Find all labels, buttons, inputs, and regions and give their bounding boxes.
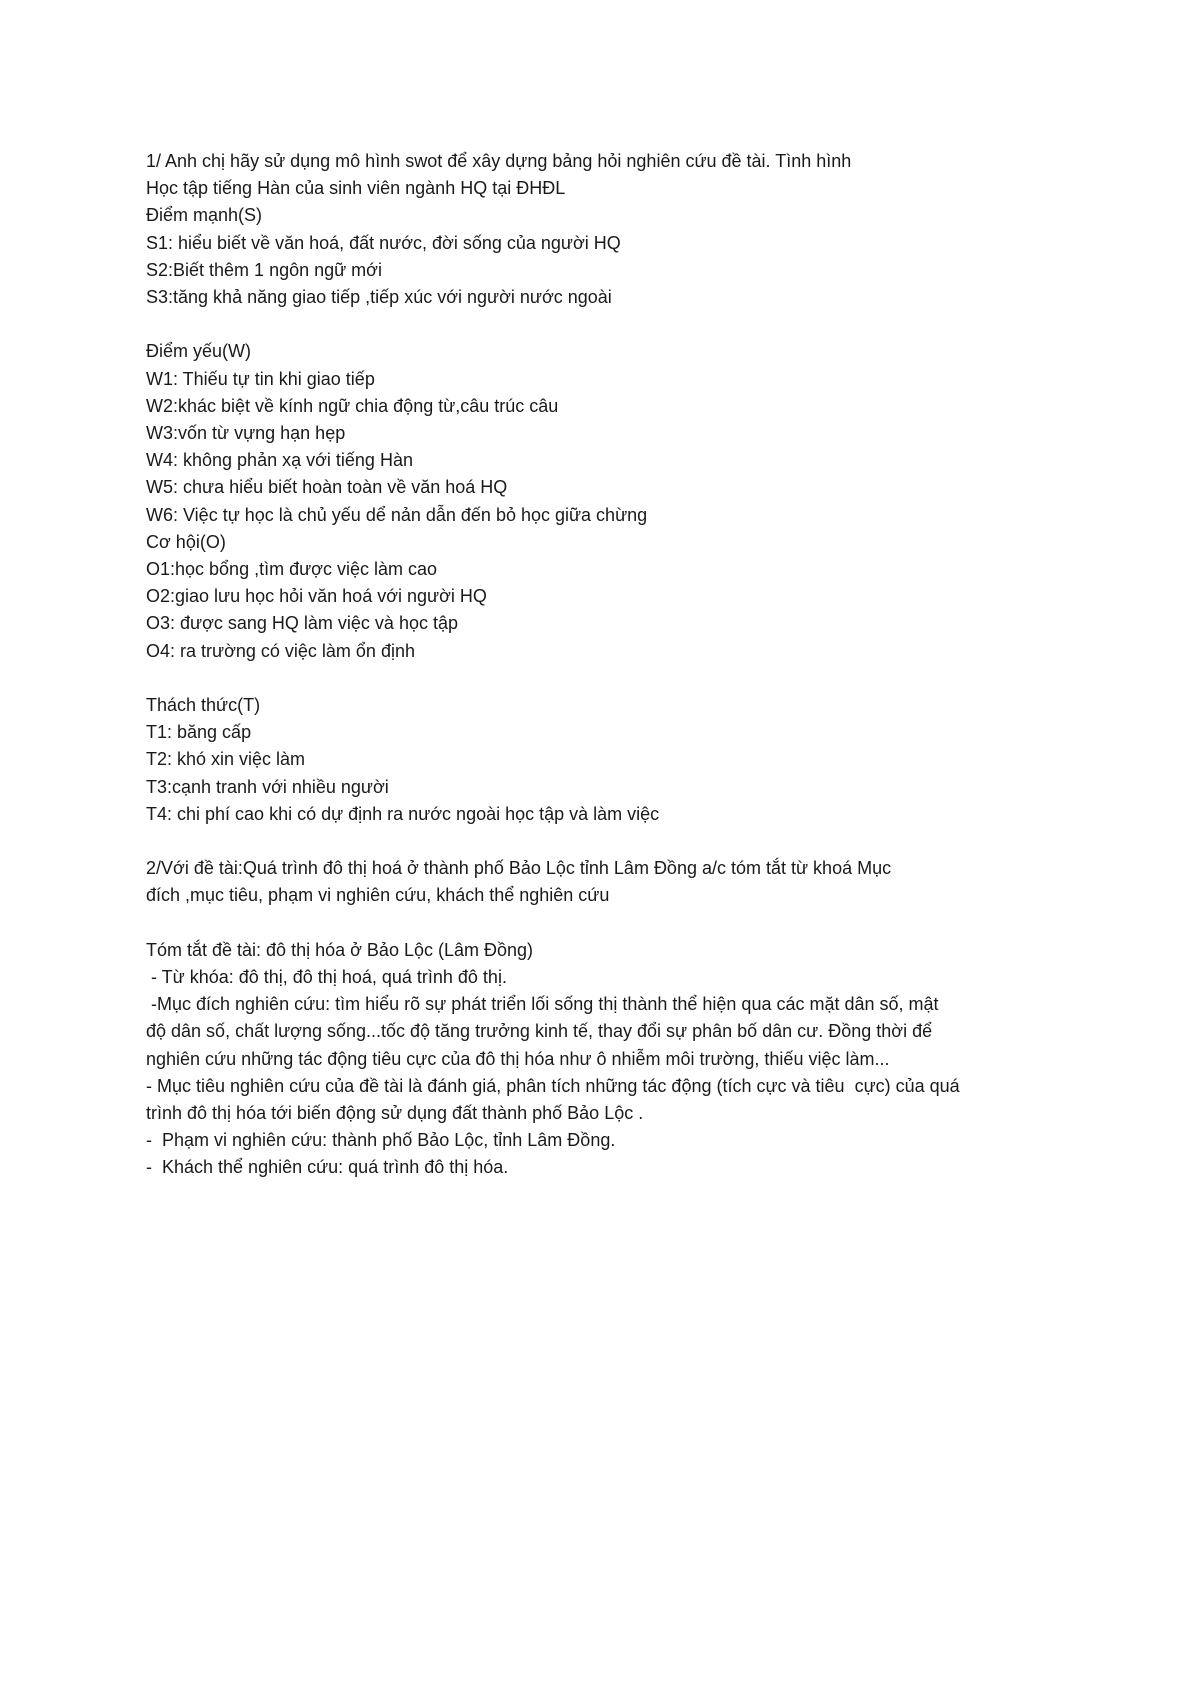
threat-item: T3:cạnh tranh với nhiều người xyxy=(146,776,389,797)
opportunity-item: O4: ra trường có việc làm ổn định xyxy=(146,640,415,661)
intro-line: 1/ Anh chị hãy sử dụng mô hình swot để xây dựng bảng hỏi nghiên cứu đề tài. Tình hình xyxy=(146,151,852,171)
question-line: 2/Với đề tài:Quá trình đô thị hoá ở thành phố Bảo Lộc tỉnh Lâm Đồng a/c tóm tắt từ khoá Mục xyxy=(146,858,892,879)
question-line: đích ,mục tiêu, phạm vi nghiên cứu, khách thể nghiên cứu xyxy=(146,885,610,906)
strength-item: S2:Biết thêm 1 ngôn ngữ mới xyxy=(146,259,382,280)
weaknesses-heading: Điểm yếu(W) xyxy=(146,341,252,362)
document-body xyxy=(146,148,1066,1182)
summary-line: - Mục tiêu nghiên cứu của đề tài là đánh giá, phân tích những tác động (tích cực và tiêu cực) của quá xyxy=(146,1075,960,1096)
summary-line: trình đô thị hóa tới biến động sử dụng đất thành phố Bảo Lộc . xyxy=(146,1103,644,1124)
weakness-item: W6: Việc tự học là chủ yếu dể nản dẫn đến bỏ học giữa chừng xyxy=(146,504,648,525)
weakness-item: W3:vốn từ vựng hạn hẹp xyxy=(146,423,346,444)
summary-line: -Mục đích nghiên cứu: tìm hiểu rõ sự phát triển lối sống thị thành thể hiện qua các mặt dân số, mật xyxy=(146,994,939,1015)
blank-line xyxy=(146,910,1066,937)
summary-heading: Tóm tắt đề tài: đô thị hóa ở Bảo Lộc (Lâm Đồng) xyxy=(146,939,534,960)
summary-line: nghiên cứu những tác động tiêu cực của đô thị hóa như ô nhiễm môi trường, thiếu việc làm... xyxy=(146,1048,890,1069)
opportunity-item: O3: được sang HQ làm việc và học tập xyxy=(146,613,458,634)
weakness-item: W2:khác biệt về kính ngữ chia động từ,câu trúc câu xyxy=(146,395,559,416)
summary-line: độ dân số, chất lượng sống...tốc độ tăng trưởng kinh tế, thay đổi sự phân bố dân cư. Đồng thời để xyxy=(146,1021,933,1042)
summary-line: - Phạm vi nghiên cứu: thành phố Bảo Lộc, tỉnh Lâm Đồng. xyxy=(146,1130,616,1151)
strength-item: S1: hiểu biết về văn hoá, đất nước, đời sống của người HQ xyxy=(146,232,621,253)
strength-item: S3:tăng khả năng giao tiếp ,tiếp xúc với người nước ngoài xyxy=(146,287,612,308)
blank-line xyxy=(146,828,1066,855)
opportunity-item: O2:giao lưu học hỏi văn hoá với người HQ xyxy=(146,586,487,607)
threats-heading: Thách thức(T) xyxy=(146,695,261,716)
weakness-item: W4: không phản xạ với tiếng Hàn xyxy=(146,450,413,471)
weakness-item: W5: chưa hiểu biết hoàn toàn về văn hoá HQ xyxy=(146,477,508,498)
summary-line: - Khách thể nghiên cứu: quá trình đô thị hóa. xyxy=(146,1157,509,1178)
strengths-heading: Điểm mạnh(S) xyxy=(146,205,263,226)
opportunities-heading: Cơ hội(O) xyxy=(146,531,226,552)
blank-line xyxy=(146,311,1066,338)
blank-line xyxy=(146,665,1066,692)
threat-item: T1: băng cấp xyxy=(146,722,252,743)
threat-item: T4: chi phí cao khi có dự định ra nước ngoài học tập và làm việc xyxy=(146,803,660,824)
weakness-item: W1: Thiếu tự tin khi giao tiếp xyxy=(146,368,375,389)
threat-item: T2: khó xin việc làm xyxy=(146,749,306,770)
opportunity-item: O1:học bổng ,tìm được việc làm cao xyxy=(146,559,437,580)
summary-line: - Từ khóa: đô thị, đô thị hoá, quá trình đô thị. xyxy=(146,967,507,988)
intro-line: Học tập tiếng Hàn của sinh viên ngành HQ tại ĐHĐL xyxy=(146,178,566,199)
